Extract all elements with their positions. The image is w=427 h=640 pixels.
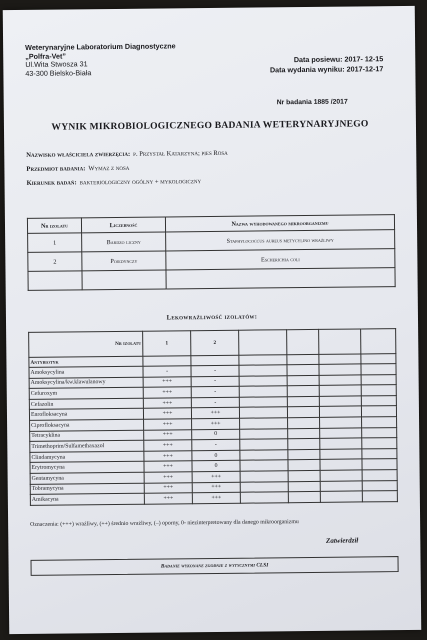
isolate-2-result: 0 (192, 461, 240, 472)
empty-cell (320, 449, 362, 460)
empty-cell (319, 375, 361, 386)
isolate-2-result: - (191, 397, 239, 408)
empty-cell (320, 417, 362, 428)
antibiotic-name: Ciprofloksacyna (30, 419, 144, 431)
direction-line (27, 178, 202, 187)
isolate-2-result: 0 (192, 450, 240, 461)
subject-line (26, 165, 129, 173)
empty-cell (240, 471, 288, 482)
empty-cell (288, 449, 320, 460)
empty-cell (240, 439, 288, 450)
direction-label: Kierunek badań: (26, 179, 77, 187)
empty-cell (361, 354, 396, 364)
empty-cell (362, 417, 397, 428)
empty-cell (320, 480, 362, 491)
empty-cell (362, 480, 397, 491)
empty-cell (287, 396, 319, 407)
empty-cell (288, 492, 320, 503)
isolate-2-result: 0 (192, 429, 240, 440)
empty-cell (288, 417, 320, 428)
isolate-1-header: 1 (143, 331, 191, 357)
empty-cell (239, 386, 287, 397)
empty-cell (239, 396, 287, 407)
owner-label: Nazwisko właściciela zwierzęcia: (26, 150, 131, 159)
nr-izolatu-label: Nr izolatu (29, 331, 143, 357)
empty-cell (362, 470, 397, 481)
empty-cell (319, 364, 361, 375)
antibiotic-name: Tetracyklina (30, 430, 144, 442)
lab-name: Weterynaryjne Laboratorium Diagnostyczne (25, 41, 176, 52)
isolate-1-result: +++ (144, 450, 192, 461)
empty-cell (361, 329, 396, 354)
isolate-1-result: +++ (144, 482, 192, 493)
isolate-1-result: - (143, 366, 191, 377)
antibiotic-name: Tobramycyna (30, 483, 144, 495)
sample-date: Data posiewu: 2017- 12-15 (293, 54, 384, 65)
isolate-2-result: +++ (192, 492, 240, 503)
empty-cell (240, 428, 288, 439)
organism-cell: Escherichia coli (166, 249, 395, 270)
empty-cell (320, 438, 362, 449)
isolate-2-header: 2 (191, 330, 239, 356)
signature: Zatwierdził (325, 536, 359, 545)
count-cell: Bardzo liczny (82, 232, 166, 252)
empty-cell (288, 460, 320, 471)
empty-cell (361, 395, 396, 406)
antibiotic-name: Amoksycylina/kw.klawulanowy (29, 377, 143, 389)
antibiotic-name: Amoksycylina (29, 366, 143, 378)
isolate-2-result: +++ (192, 482, 240, 493)
isolate-1-result: +++ (143, 387, 191, 398)
empty-cell (287, 354, 319, 364)
isolate-1-result: +++ (143, 398, 191, 409)
empty-cell (362, 438, 397, 449)
antibiotic-name: Enrofloksacyna (29, 409, 143, 421)
isolate-1-result: +++ (144, 440, 192, 451)
empty-cell (287, 386, 319, 397)
empty-cell (319, 385, 361, 396)
isolate-2-result: +++ (191, 408, 239, 419)
empty-cell (362, 491, 397, 502)
antibiotic-name: Cefazolin (29, 398, 143, 410)
empty-cell (319, 329, 361, 354)
empty-cell (362, 448, 397, 459)
empty-cell (288, 428, 320, 439)
empty-cell (240, 460, 288, 471)
antibiotic-name: Gentamycyna (30, 472, 144, 484)
isolate-1-result: +++ (143, 408, 191, 419)
subject-value: Wymaz z nosa (88, 164, 130, 173)
antibiotic-name: Trimethoprim/Sulfamethaxazol (30, 440, 144, 452)
empty-cell (239, 375, 287, 386)
table-row (28, 268, 395, 291)
empty-cell (239, 330, 287, 356)
empty-cell (320, 491, 362, 502)
lab-brand: „Polfra-Vet” (25, 51, 67, 61)
empty-cell (288, 481, 320, 492)
isolate-nr-cell (28, 271, 82, 291)
empty-cell (239, 355, 287, 366)
page-title: WYNIK MIKROBIOLOGICZNEGO BADANIA WETERYNARYJNEGO (51, 118, 369, 133)
owner-line (26, 150, 228, 159)
empty-cell (143, 356, 191, 367)
lab-city: 43-300 Bielsko-Biała (25, 68, 92, 78)
empty-cell (240, 481, 288, 492)
empty-cell (320, 428, 362, 439)
isolate-nr-cell: 2 (28, 252, 82, 272)
empty-cell (239, 407, 287, 418)
antibiotic-name: Clindamycyna (30, 451, 144, 463)
empty-cell (319, 406, 361, 417)
isolate-1-result: +++ (143, 376, 191, 387)
count-header: Liczebność (81, 217, 165, 233)
isolates-table (27, 214, 396, 291)
empty-cell (320, 459, 362, 470)
antibiotic-name: Cefuroxym (29, 387, 143, 399)
count-cell (82, 270, 166, 290)
empty-cell (287, 375, 319, 386)
isolate-2-result: - (191, 365, 239, 376)
legend: Oznaczenia: (+++) wrażliwy, (++) średnio wrażliwy, (–) oporny, 0- niezinterpretowany dla danego mikroorganizmu (30, 519, 299, 528)
isolate-2-result: - (191, 386, 239, 397)
owner-value: p. Przystał Katarzyna; pies Rosa (133, 149, 228, 158)
empty-cell (287, 329, 319, 354)
empty-cell (320, 470, 362, 481)
empty-cell (361, 364, 396, 375)
antibiotic-name: Erytromycyna (30, 462, 144, 474)
empty-cell (240, 492, 288, 503)
organism-header: Nazwa wyhodowanego mikroorganizmu (165, 215, 394, 232)
empty-cell (287, 364, 319, 375)
isolate-nr-header: Nr izolatu (27, 218, 81, 234)
empty-cell (362, 427, 397, 438)
empty-cell (361, 374, 396, 385)
isolate-2-result: +++ (192, 418, 240, 429)
isolate-1-result: +++ (144, 461, 192, 472)
sensitivity-title: Lekowrażliwość izolatów: (166, 313, 258, 322)
isolate-2-result: - (192, 439, 240, 450)
empty-cell (362, 459, 397, 470)
direction-value: bakteriologiczny ogólny + mykologiczny (79, 178, 202, 187)
isolate-1-result: +++ (144, 419, 192, 430)
footer-note: Badanie wykonane zgodnie z wytycznymi CLSI (31, 556, 399, 576)
lab-street: Ul.Wita Stwosza 31 (25, 59, 88, 70)
isolate-1-result: +++ (144, 429, 192, 440)
sensitivity-header-row (29, 329, 396, 358)
document-sheet (3, 6, 422, 634)
isolate-2-result: +++ (192, 471, 240, 482)
empty-cell (287, 407, 319, 418)
isolate-1-result: +++ (144, 493, 192, 504)
antibiotic-name: Amikacyna (30, 493, 144, 505)
sensitivity-table (28, 328, 398, 506)
antibiotic-label: Antybiotyk (29, 356, 143, 367)
test-number: Nr badania 1885 /2017 (276, 98, 348, 107)
count-cell: Pojedynczy (82, 251, 166, 271)
lab-header (25, 42, 176, 78)
isolate-1-result: +++ (144, 472, 192, 483)
isolate-2-result: - (191, 376, 239, 387)
empty-cell (288, 439, 320, 450)
organism-cell (166, 268, 395, 289)
empty-cell (319, 354, 361, 364)
result-date: Data wydania wyniku: 2017-12-17 (269, 64, 384, 75)
dates-block (270, 54, 384, 75)
empty-cell (239, 365, 287, 376)
empty-cell (361, 406, 396, 417)
empty-cell (240, 418, 288, 429)
empty-cell (361, 385, 396, 396)
organism-cell: Staphylococcus aureus metycylino wrażliwy (166, 230, 395, 251)
empty-cell (240, 449, 288, 460)
empty-cell (288, 470, 320, 481)
isolate-nr-cell: 1 (28, 233, 82, 253)
empty-cell (191, 355, 239, 366)
empty-cell (319, 396, 361, 407)
subject-label: Przedmiot badania: (26, 165, 86, 173)
